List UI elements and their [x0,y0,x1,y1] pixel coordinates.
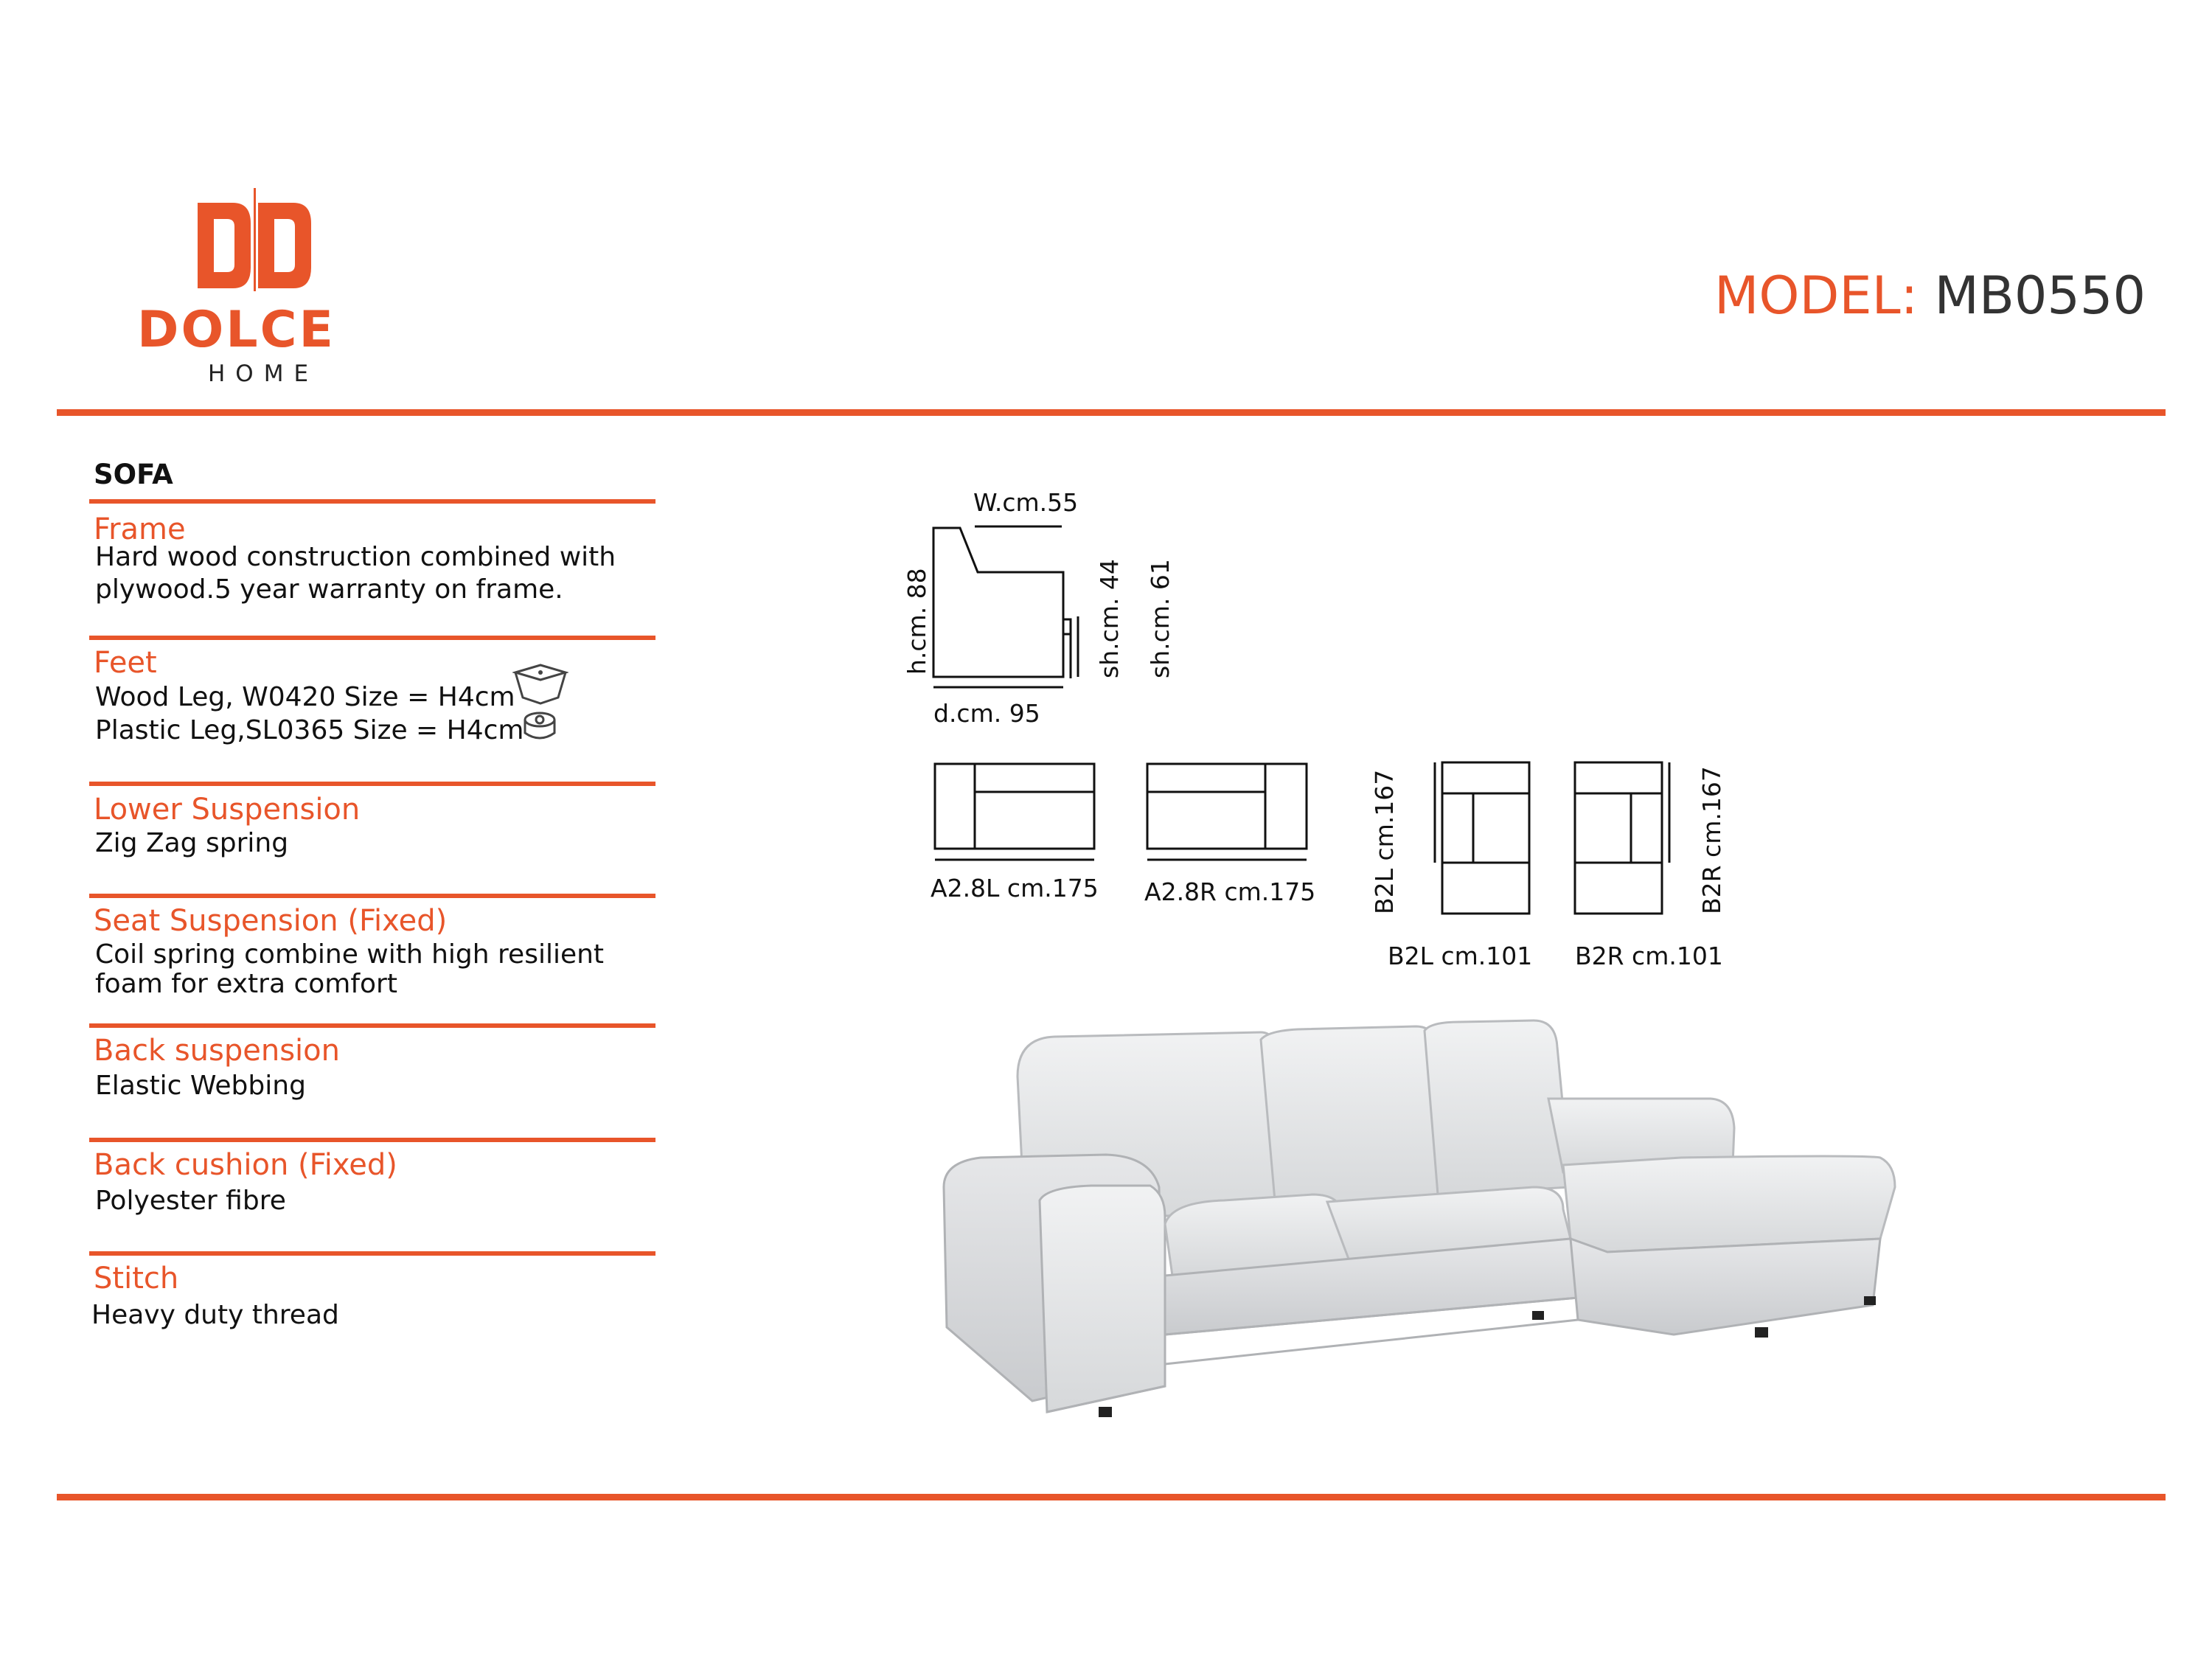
spec-divider [89,1023,655,1028]
dim-b2l-vertical: B2L cm.167 [1370,769,1399,914]
sofa-product-image [929,1018,1917,1445]
spec-text-back-suspension: Elastic Webbing [95,1071,306,1101]
model-heading [1714,265,2146,326]
spec-divider [89,1138,655,1142]
spec-divider [89,782,655,786]
top-divider [57,409,2166,416]
model-label: MODEL: [1714,265,1919,326]
spec-heading-back-suspension: Back suspension [94,1034,340,1068]
wood-leg-icon [512,662,568,706]
spec-heading-stitch: Stitch [94,1262,179,1295]
dim-depth: d.cm. 95 [933,699,1040,728]
spec-divider [89,1251,655,1256]
section-title: SOFA [94,459,173,490]
bottom-divider [57,1494,2166,1500]
model-value: MB0550 [1934,265,2146,326]
spec-heading-frame: Frame [94,512,186,546]
brand-name: DOLCE [137,301,335,359]
plan-b2r-diagram [1571,759,1674,922]
spec-text-frame-1: Hard wood construction combined with [95,542,616,572]
plan-b2l-diagram [1430,759,1534,922]
spec-text-seat-1: Coil spring combine with high resilient [95,939,605,970]
plastic-leg-icon [521,709,558,746]
spec-text-back-cushion: Polyester fibre [95,1186,286,1216]
spec-text-feet-1: Wood Leg, W0420 Size = H4cm [95,682,515,712]
spec-heading-seat-suspension: Seat Suspension (Fixed) [94,904,448,938]
dim-width: W.cm.55 [973,488,1079,517]
spec-heading-lower-suspension: Lower Suspension [94,793,361,827]
spec-text-frame-2: plywood.5 year warranty on frame. [95,574,563,605]
plan-a28r-diagram [1143,759,1320,863]
dim-a28l: A2.8L cm.175 [931,874,1099,902]
dim-b2r-vertical: B2R cm.167 [1697,766,1726,914]
dim-seat-height-44: sh.cm. 44 [1095,559,1124,678]
spec-text-seat-2: foam for extra comfort [95,969,397,999]
brand-subtitle: HOME [208,361,319,387]
spec-heading-feet: Feet [94,646,157,680]
spec-text-lower-suspension: Zig Zag spring [95,828,289,858]
dim-seat-height-61: sh.cm. 61 [1146,559,1175,678]
spec-heading-back-cushion: Back cushion (Fixed) [94,1148,397,1182]
spec-text-stitch: Heavy duty thread [91,1300,339,1330]
plan-a28l-diagram [929,759,1106,863]
spec-text-feet-2: Plastic Leg,SL0365 Size = H4cm [95,715,524,745]
spec-divider [89,894,655,898]
brand-logo-mark [198,188,316,291]
dim-b2l-horizontal: B2L cm.101 [1388,942,1533,970]
dim-height: h.cm. 88 [902,568,931,675]
spec-divider [89,636,655,640]
dim-b2r-horizontal: B2R cm.101 [1575,942,1723,970]
spec-divider [89,499,655,504]
dim-a28r: A2.8R cm.175 [1144,877,1316,906]
